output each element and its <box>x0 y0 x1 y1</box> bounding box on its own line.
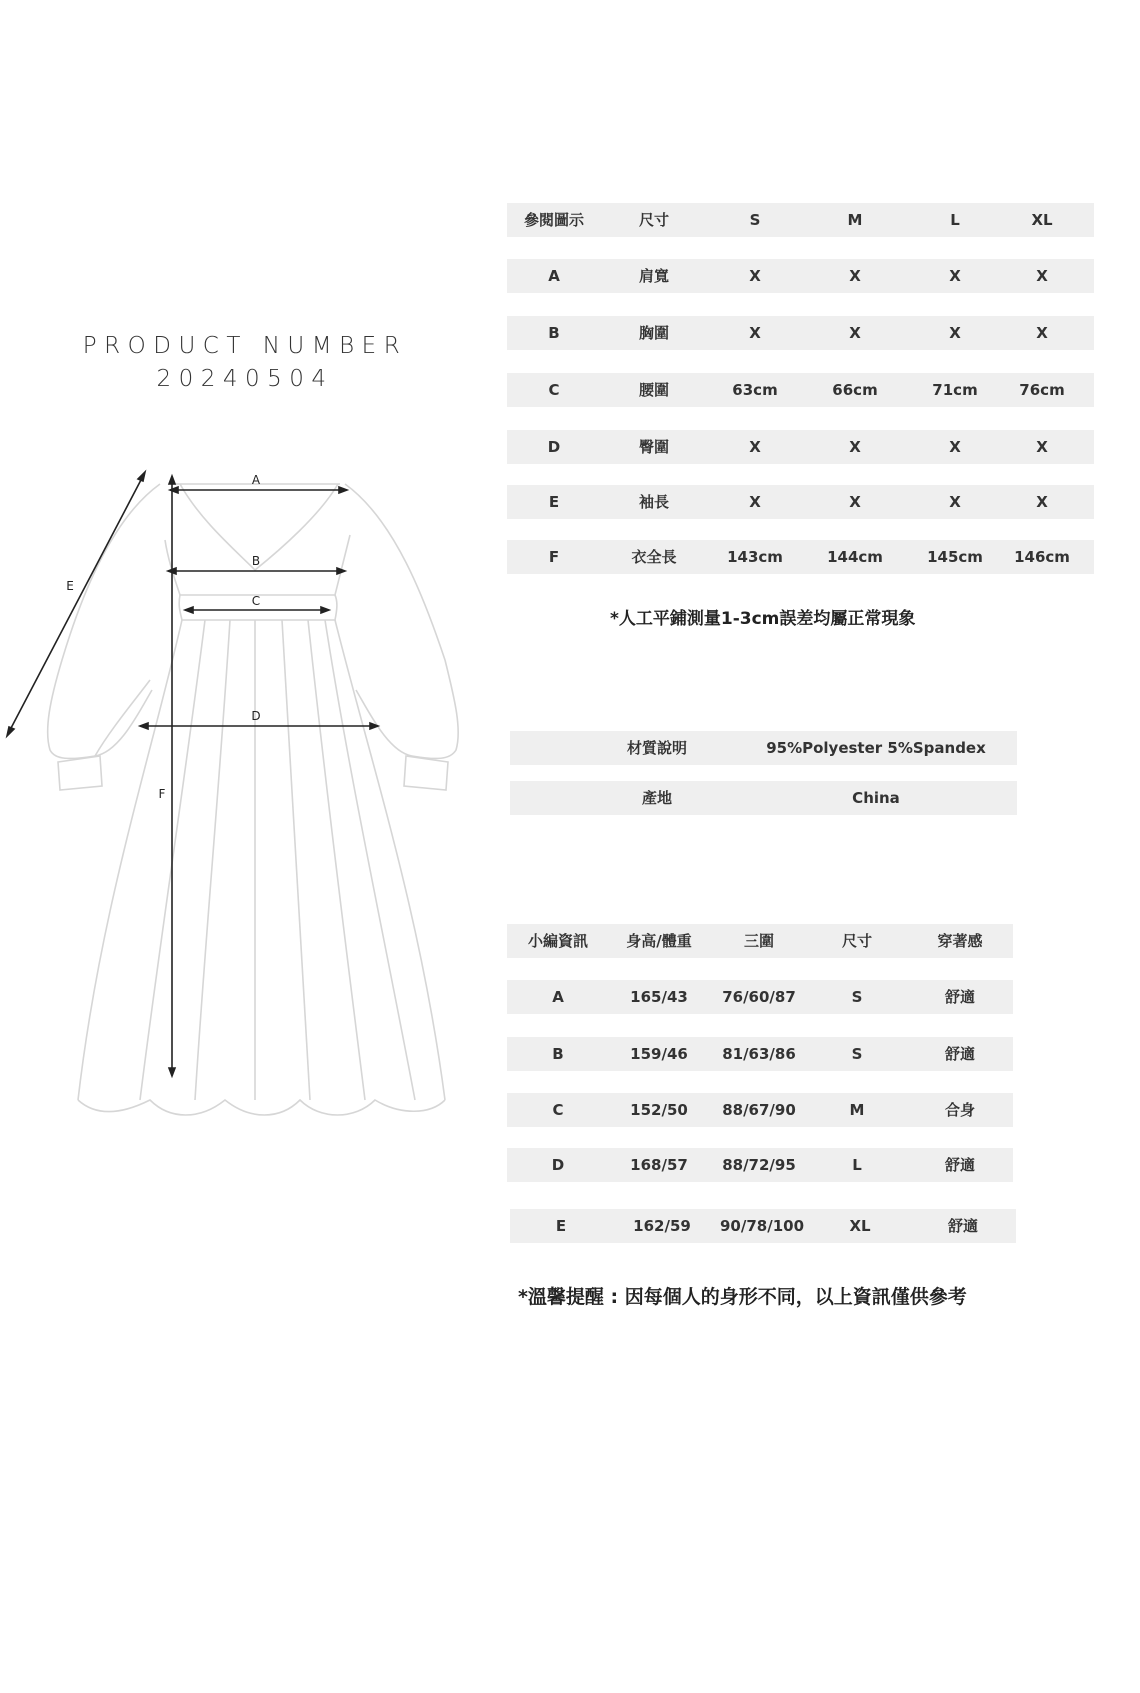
model-header-measurements: 三圍 <box>743 932 775 950</box>
label-d: D <box>251 709 261 723</box>
label-a: A <box>251 473 261 487</box>
cell: X <box>749 324 761 342</box>
size-header-size: 尺寸 <box>638 211 670 229</box>
cell: 舒適 <box>944 1156 976 1174</box>
cell: D <box>547 438 561 456</box>
cell: 88/72/95 <box>722 1156 796 1174</box>
cell: C <box>552 1101 564 1119</box>
cell: F <box>548 548 560 566</box>
origin-row <box>510 781 1017 815</box>
cell: 合身 <box>944 1101 976 1119</box>
material-label: 材質說明 <box>626 739 688 757</box>
table-row <box>510 1209 1016 1243</box>
dress-measurement-diagram <box>0 460 500 1140</box>
model-header-size: 尺寸 <box>841 932 873 950</box>
cell: B <box>552 1045 564 1063</box>
cell: 舒適 <box>944 1045 976 1063</box>
cell: 76cm <box>1019 381 1065 399</box>
cell: X <box>849 493 861 511</box>
size-header-s: S <box>749 211 761 229</box>
table-row <box>507 430 1094 464</box>
cell: E <box>555 1217 567 1235</box>
cell: 90/78/100 <box>719 1217 805 1235</box>
cell: A <box>552 988 564 1006</box>
cell: 162/59 <box>633 1217 691 1235</box>
cell: 76/60/87 <box>722 988 796 1006</box>
cell: 168/57 <box>630 1156 688 1174</box>
cell: 145cm <box>927 548 983 566</box>
cell: 159/46 <box>630 1045 688 1063</box>
cell: X <box>849 267 861 285</box>
size-header-ref: 參閱圖示 <box>523 211 585 229</box>
cell: 165/43 <box>630 988 688 1006</box>
reminder-note: *溫馨提醒 : 因每個人的身形不同，以上資訊僅供參考 <box>518 1286 967 1308</box>
cell: S <box>851 988 863 1006</box>
cell: 143cm <box>727 548 783 566</box>
table-row <box>507 259 1094 293</box>
cell: X <box>949 493 961 511</box>
cell: 144cm <box>827 548 883 566</box>
table-row <box>507 1093 1013 1127</box>
cell: X <box>749 267 761 285</box>
cell: D <box>551 1156 565 1174</box>
cell: 63cm <box>732 381 778 399</box>
cell: C <box>548 381 560 399</box>
label-e: E <box>66 579 74 593</box>
material-row <box>510 731 1017 765</box>
table-row <box>507 316 1094 350</box>
label-c: C <box>251 594 261 608</box>
cell: X <box>849 438 861 456</box>
origin-label: 產地 <box>641 789 673 807</box>
cell: B <box>548 324 560 342</box>
cell: 臀圍 <box>638 438 670 456</box>
table-row <box>507 980 1013 1014</box>
product-number-label: PRODUCT NUMBER <box>82 333 408 359</box>
model-header-height-weight: 身高/體重 <box>626 932 692 950</box>
cell: M <box>849 1101 865 1119</box>
cell: 146cm <box>1014 548 1070 566</box>
model-header-fit: 穿著感 <box>937 932 983 950</box>
cell: 81/63/86 <box>722 1045 796 1063</box>
label-b: B <box>251 554 261 568</box>
cell: X <box>749 438 761 456</box>
measurement-note: *人工平鋪測量1-3cm誤差均屬正常現象 <box>610 609 916 629</box>
size-header-xl: XL <box>1031 211 1053 229</box>
measure-line-e <box>10 478 142 730</box>
cell: X <box>949 324 961 342</box>
origin-value: China <box>852 789 900 807</box>
cell: A <box>548 267 560 285</box>
cell: X <box>1036 438 1048 456</box>
material-value: 95%Polyester 5%Spandex <box>766 739 986 757</box>
cell: 肩寬 <box>638 267 670 285</box>
cell: X <box>1036 493 1048 511</box>
cell: 舒適 <box>947 1217 979 1235</box>
cell: 舒適 <box>944 988 976 1006</box>
cell: X <box>949 267 961 285</box>
table-row <box>507 485 1094 519</box>
cell: 袖長 <box>638 493 670 511</box>
cell: 152/50 <box>630 1101 688 1119</box>
cell: X <box>1036 324 1048 342</box>
product-number <box>60 330 430 396</box>
product-number-value: 20240504 <box>156 366 334 392</box>
size-table-header <box>507 203 1094 237</box>
table-row <box>507 373 1094 407</box>
model-header-info: 小編資訊 <box>527 932 589 950</box>
cell: X <box>849 324 861 342</box>
dress-outline-icon <box>48 484 459 1115</box>
table-row <box>507 1037 1013 1071</box>
size-header-l: L <box>950 211 960 229</box>
cell: 衣全長 <box>631 548 677 566</box>
cell: 71cm <box>932 381 978 399</box>
cell: S <box>851 1045 863 1063</box>
cell: X <box>749 493 761 511</box>
cell: X <box>949 438 961 456</box>
label-f: F <box>158 787 166 801</box>
table-row <box>507 1148 1013 1182</box>
cell: 腰圍 <box>638 381 670 399</box>
cell: 66cm <box>832 381 878 399</box>
cell: L <box>852 1156 862 1174</box>
cell: 胸圍 <box>638 324 670 342</box>
model-table-header <box>507 924 1013 958</box>
cell: E <box>548 493 560 511</box>
table-row <box>507 540 1094 574</box>
cell: XL <box>849 1217 871 1235</box>
cell: 88/67/90 <box>722 1101 796 1119</box>
size-header-m: M <box>847 211 863 229</box>
cell: X <box>1036 267 1048 285</box>
